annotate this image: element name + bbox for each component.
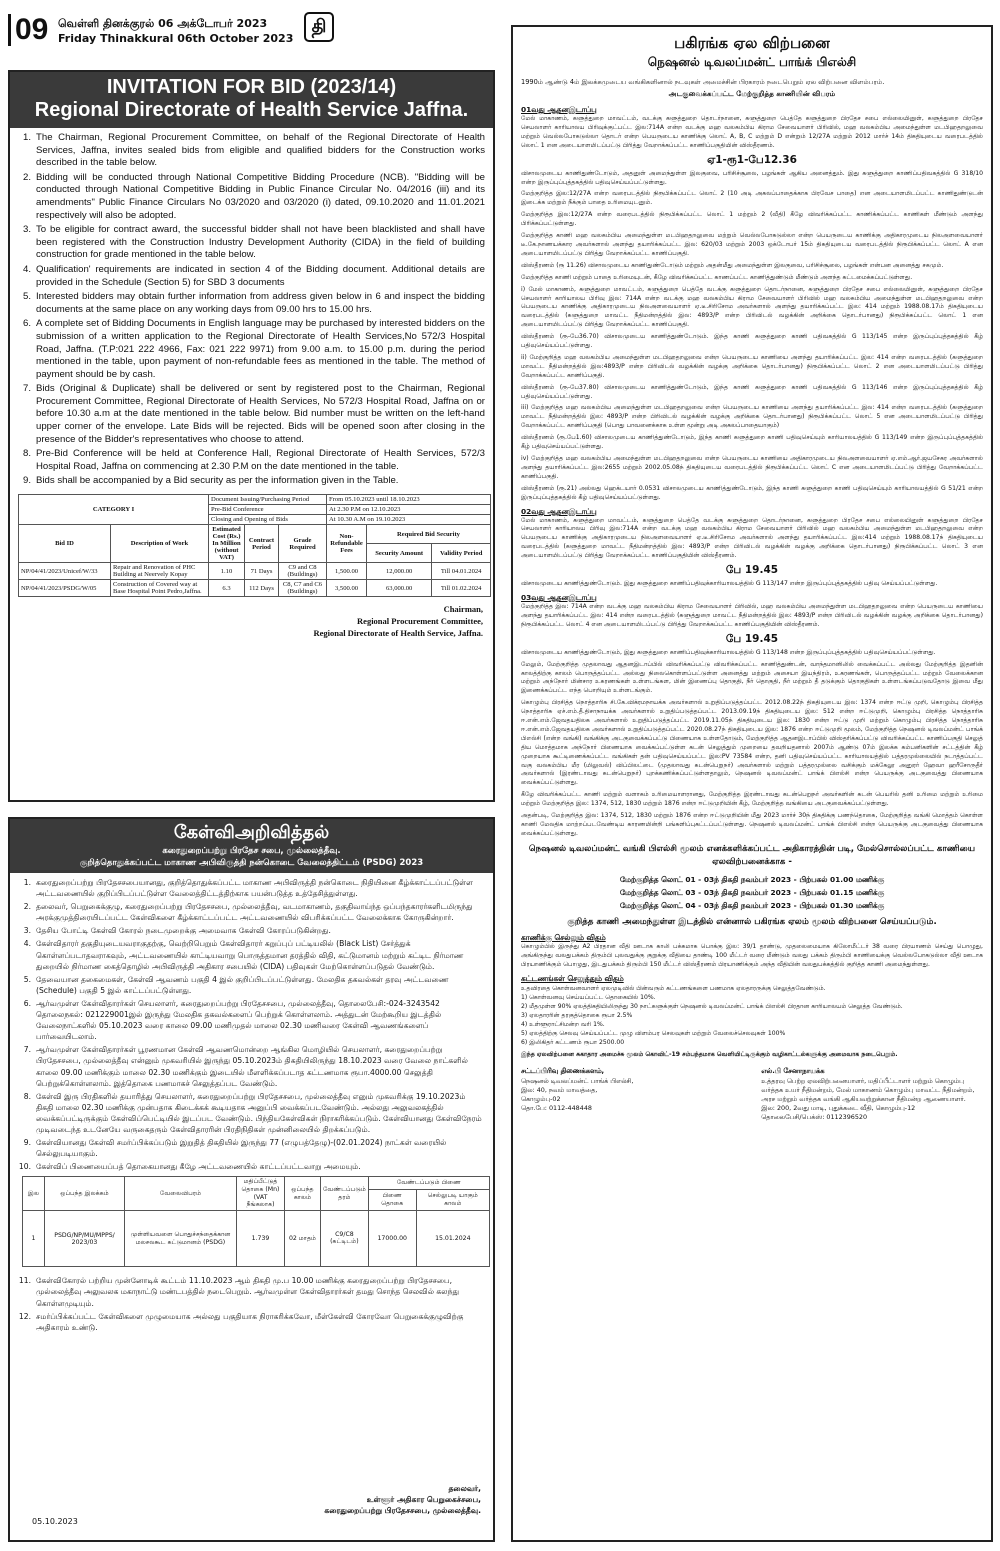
list-item: 7. Bids (Original & Duplicate) shall be delivered or sent by registered post to the Chairman, Regional Procurement Committee, Regional Directorate of Health Services, No 572/3 Hospital Road, Jaffna on or before 10.30 a.m at the date mentioned in the table below. Bid number must be written on the left-hand upper corner of the envelope. Late Bids will be rejected. Bids will be opened soon after closing in the presence of the Bidder's representatives who choose to attend. bbox=[22, 383, 485, 445]
auction-subtitle: நெஷனல் டிவலப்மன்ட் பாங்க் பிஎல்சி bbox=[647, 55, 857, 69]
contact-auctioneer: எல்.பி சேனாநாயக்க உத்தரவு பெற்ற ஏலவிற்பனையாளர், மதிப்பீட்டாளர் மற்றும் கொழும்பு வர்த்தக உயர் நீதிமன்றம், மேல் மாகாணம் கொழும்பு மாவட்ட நீதிமன்றம், அரச மற்றும் வர்த்தக வங்கி ஆகியவற்றுக்கான நீதிமன்ற ஆணையாளர். இல: 200, 2வது மாடி, புதுக்கடை வீதி, கொழும்பு-12 தொலைபேசி/பெக்ஸ்: 0112396520 bbox=[761, 1067, 975, 1122]
bid-subtitle: Regional Directorate of Health Service Jaffna. bbox=[34, 99, 469, 121]
list-item: 2) மீதமுள்ள 90% ஏலத்திகதியிலிருந்து 30 நாட்களுக்குள் நெஷனல் டிவலப்மன்ட் பாங்க் பிஎல்சி பிரதான காரியாலயம் செலுத்த வேண்டும். bbox=[521, 1002, 903, 1010]
masthead-dates bbox=[58, 16, 293, 46]
auction-section-3: 03வது ஆதனஇடாப்பு bbox=[521, 592, 597, 602]
list-item: 4) உள்ளூராட்சிமன்ற வரி 1%. bbox=[521, 1020, 605, 1028]
masthead bbox=[8, 8, 500, 52]
list-item: 10. கேள்விப் பிணையைப்பத் தொகையானது கீழே அட்டவணையில் காட்டப்பட்டவாறு அமையும். bbox=[18, 1162, 361, 1172]
list-item: 6. ஆர்வமுள்ள கேள்விதாரர்கள் செயலாளர், கரைதுறைப்பற்று பிரதேசசபை, முல்லைத்தீவு, தொலைபேசி:-024-3243542 தொலைநகல்: 021229001இல் இருந்து மேலதிக தகவல்களைப் பெற்றுக் கொள்ளலாம். அத்துடன் மேற்கூறிய இடத்தில் வேலைநாட்களில் 05.10.2023 வரை காலை 09.00 மணிமுதல் மாலை 02.30 மணிவரை கேள்வி ஆவணங்களைப் பார்வையிடலாம். bbox=[23, 998, 442, 1042]
auction-payment-list: உதவிரதை கொள்வனவாளர் ஏலமுடிவில் பின்வரும் கட்டணங்களை பணமாக ஏலதாரருக்கு செலுத்தவேண்டும். 1) கொள்வனவு செய்யப்பட்ட தொகையில் 10%. 2) மீதமுள்ள 90% ஏலத்திகதியிலிருந்து 30 நாட்களுக்குள் நெஷனல் டிவலப்மன்ட் பாங்க் பிஎல்சி பிரதான காரியாலயம் செலுத்த வேண்டும். 3) ஏலதாரரின் தரகுத்தொகை ரூபா 2.5% 4) உள்ளூராட்சிமன்ற வரி 1%. 5) ஏலத்திற்கு செலவு செய்யப்பட்ட முழு விளம்பர செலவுகள் மற்றும் வேலைச்செலவுகள் 100% 6) இலிகிதர் கட்டணம் ரூபா 2500.00 bbox=[521, 984, 983, 1047]
auction-location-note: குறித்த காணி அமைந்துள்ள இடத்தில் என்னால் பகிரங்க ஏலம் மூலம் விற்பனை செய்யப்படும். bbox=[567, 916, 937, 927]
newspaper-logo-icon: தி bbox=[304, 12, 334, 42]
list-item: 6) இலிகிதர் கட்டணம் ரூபா 2500.00 bbox=[521, 1038, 625, 1046]
list-item: 6. A complete set of Bidding Documents in English language may be purchased by interested bidders on the submission of a written application to the Regional Directorate of Health Services,No 572/3 Hospital Road, Jaffna. (T.P:021 222 4966, Fax: 021 222 9971) from 9.00 a.m. to 15.00 p.m. during the period mentioned in the table, upon payment of non-refundable fees as mentioned in the table. The method of payment should be by cash. bbox=[22, 318, 485, 380]
tender-table: இல ஒப்பந்த இலக்கம் வேலைவிபரம் மதிப்பீட்டுத் தொகை (Mn) (VAT நீங்கலாக) ஒப்பந்த காலம் வேண்டப்படும் தரம் வேண்டப்படும் பிணை பிணை தொகை செல்லுபடி யாகும் காலம் 1 PSDG/NP/MU/MPPS/ 2023/03 முள்ளியவளை பொதுச்சந்தைக்கான மலசலகூட கட்டுமானம் (PSDG) 1.739 02 மாதம் C9/C8 (கட்டிடம்) 17000.00 15.01.2024 bbox=[22, 1176, 490, 1267]
masthead-english-date: Friday Thinakkural 06th October 2023 bbox=[58, 32, 294, 45]
list-item: 8. கேள்வி இரு பிரதிகளில் தயாரித்து செயலாளர், கரைதுறைப்பற்று பிரதேசசபை, முல்லைத்தீவு எனும் முகவரிக்கு 19.10.2023ம் திகதி மாலை 02.30 மணிக்கு முன்பதாக கிடைக்கக் கூடியதாக அனுப்பி வைக்கப்படவேண்டும். அல்லது அலுவலகத்தில் வைக்கப்பட்டிருக்கும் கேள்விப்பெட்டியில் இடப்பட வேண்டும். பிந்தியகேள்விகள் நிராகரிக்கப்படும். கேள்வியானது கேள்விநேரம் முடிவடைந்த உடனேயே வருகைதரும் கேள்விதாரரின் பிரதிநிதிகள் முன்னிலையில் திறக்கப்படும். bbox=[23, 1091, 482, 1134]
list-item: 12. சமர்ப்பிக்கப்பட்ட கேள்விகளை முழுமையாக அல்லது பகுதியாக நிராகரிக்கவோ, மீள்கேள்வி கோரவோ பெறுகைக்குழுவிற்கு அதிகாரம் உண்டு. bbox=[18, 1311, 464, 1332]
list-item: 9. கேள்வியானது கேள்வி சமர்ப்பிக்கப்படும் இறுதித் திகதியில் இருந்து 77 (எழுபத்தேழு)-(02.01.2024) நாட்கள் வரையில் செல்லுபடியாகும். bbox=[23, 1138, 447, 1159]
table-row: NP/04/41/2023/Unicef/W/33 Repair and Renovation of PHC Building at Neervely Kopay 1.10 71 Days C9 and C8 (Buildings) 1,500.00 12,000.00 Till 04.01.2024 bbox=[19, 563, 491, 580]
auction-lot-extent: ஏ1-ரூ1-பே12.36 bbox=[707, 153, 797, 166]
tender-subtitle-2: குறித்தொதுக்கப்பட்ட மாகாண அபிவிருத்தி நன்கொடை வேலைத்திட்டம் (PSDG) 2023 bbox=[79, 858, 424, 868]
bid-category: CATEGORY I bbox=[19, 495, 209, 525]
list-item: 7. ஆர்வமுள்ள கேள்விதாரர்கள் பூரணமான கேள்வி ஆவணமொன்றை ஆங்கில மொழியில் செயலாளர், கரைதுறைப்பற்று பிரதேசசபை, முல்லைத்தீவு என்னும் முகவரியில் இருந்து 05.10.2023ம் திகதியிலிருந்து 18.10.2023 வரை வேலை நாட்களில் காலை 09.00 மணிக்கும் மாலை 02.30 மணிக்கும் இடையில் மீளளிக்கப்படாத கட்டணமாக ரூபா.4000.00 செலுத்தி பெற்றுக்கொள்ளலாம். இத்தொகை பணமாகச் செலுத்தப்பட வேண்டும். bbox=[23, 1045, 468, 1088]
list-item: 4. Qualification' requirements are indicated in section 4 of the Bidding document. Additional details are provided in the Schedule (Section 5) for SBD 3 documents bbox=[22, 263, 485, 288]
auction-title: பகிரங்க ஏல விற்பனை bbox=[674, 34, 830, 52]
tender-date: 05.10.2023 bbox=[32, 1517, 78, 1526]
list-item: 2. Bidding will be conducted through National Competitive Bidding Procedure (NCB). "Bidding will be conducted through National Competitive Bidding in Public Finance Circular No. 04/2016 (iii) and its amendments" Public Finance Circulars No 03/2020 and 03/2020 (i) dated, 09.10.2020 and 11.01.2021 respectively will also be adopted. bbox=[22, 171, 485, 221]
masthead-tamil-date: வெள்ளி தினக்குரல் 06 அக்டோபர் 2023 bbox=[58, 17, 268, 30]
list-item: 11. கேள்விகோரல் பற்றிய முன்னோடிக் கூட்டம் 11.10.2023 ஆம் திகதி மு.ப 10.00 மணிக்கு கரைதுறைப்பற்று பிரதேசசபை, முல்லைத்தீவு அலுவலக மகாநாட்டு மண்டபத்தில் நடைபெறும். ஆர்வமுள்ள கேள்விதாரர்கள் தமது சொந்த செலவில் கலந்து கொள்ளமுடியும். bbox=[18, 1276, 460, 1308]
list-item: 5. Interested bidders may obtain further information from address given below in 6 and inspect the bidding documents at the same place on any working days from 09.00 hrs to 15.00 hrs. bbox=[22, 291, 485, 315]
list-item: 2. தலைவர், பெறுகைக்குழு, கரைதுறைப்பற்று பிரதேசசபை, முல்லைத்தீவு, வடமாகாணம், தகுதிவாய்ந்த ஒப்பந்தகாரர்களிடமிருந்து அரக்குமுத்திரையிடப்பட்ட கேள்விகளை கீழ்க்காட்டப்பட்ட அட்டவணையில் விபரிக்கப்பட்ட வேலைக்காக கோருகின்றார். bbox=[23, 902, 473, 923]
auction-section-2: 02வது ஆதனஇடாப்பு bbox=[521, 506, 597, 516]
auction-authority: நெஷனல் டிவலப்மன்ட் வங்கி பிஎல்சி மூலம் எனக்களிக்கப்பட்ட அதிகாரத்தின் படி, மேல்சொல்லப்பட்ட காணியை ஏலவிற்பனைக்காக - bbox=[528, 843, 976, 867]
list-item: 3. தேசிய போட்டி கேள்வி கோரல் நடைமுறைக்கு அமைவாக கேள்வி கோரப்படுகின்றது. bbox=[23, 926, 331, 936]
bid-table: CATEGORY I Document Issuing/Purchasing Period From 05.10.2023 until 18.10.2023 Pre-Bid Conference At 2.30 P.M on 12.10.2023 Closing and Opening of Bids At 10.30 A.M on 19.10.2023 Bid ID Description of Work Estimated Cost (Rs.) In Million (without VAT) Contract Period Grade Required Non-Refundable Fees Required Bid Security Security Amount Validity Period NP/04/41/2023/Unicef/W/33 Repair and Renovation of PHC Building at Neervely Kopay 1.10 71 Days C9 and C8 (Buildings) 1,500.00 12,000.00 Till 04.01.2024 NP/04/41/2023/PSDG/W/05 Construction of Covered way at Base Hospital Point Pedro,Jaffna. 6.3 112 Days C8, C7 and C6 (Buildings) 3,500.00 63,000.00 Till 01.02.2024 bbox=[18, 494, 491, 597]
list-item: 5. தேவையான தகைமைகள், கேள்வி ஆவணம் பகுதி 4 இல் குறிப்பிடப்பட்டுள்ளது. மேலதிக தகவல்கள் தரவு அட்டவணை (Schedule) பகுதி 5 இல் காட்டப்பட்டுள்ளது. bbox=[23, 974, 449, 995]
page-number: 09 bbox=[8, 14, 48, 46]
list-item: 3) ஏலதாரரின் தரகுத்தொகை ரூபா 2.5% bbox=[521, 1011, 633, 1019]
bid-notice bbox=[8, 70, 495, 802]
bid-header bbox=[10, 72, 493, 128]
list-item: 1) கொள்வனவு செய்யப்பட்ட தொகையில் 10%. bbox=[521, 993, 656, 1001]
auction-payment-heading: கட்டணங்கள் செலுத்தும் விதம் bbox=[521, 973, 624, 983]
tender-notice bbox=[8, 817, 495, 1542]
list-item: 1. கரைதுறைப்பற்று பிரதேசசபையானது, குறித்தொதுக்கப்பட்ட மாகாண அபிவிருத்தி நன்கொடை நிதியினை கீழ்க்காட்டப்பட்டுள்ள அட்டவணையில் குறிப்பிடப்பட்டுள்ள வேலைத்திட்டத்திற்காக பயன்படுத்த உத்தேசித்துள்ளது. bbox=[23, 878, 473, 899]
list-item: 5) ஏலத்திற்கு செலவு செய்யப்பட்ட முழு விளம்பர செலவுகள் மற்றும் வேலைச்செலவுகள் 100% bbox=[521, 1029, 786, 1037]
auction-contacts bbox=[521, 1067, 983, 1122]
auction-covid-note: இந்த ஏலவிற்பனை சுகாதார அமைச்சு மூலம் கொவிட்-19 சம்பந்தமாக வெளியிட்டிருக்கும் வழிகாட்டல்களுக்கு அமைவாக நடைபெறும். bbox=[521, 1050, 898, 1058]
auction-section-1: 01வது ஆதனஇடாப்பு bbox=[521, 105, 597, 114]
auction-notice: பகிரங்க ஏல விற்பனை நெஷனல் டிவலப்மன்ட் பாங்க் பிஎல்சி 1990ம் ஆண்டு 4ம் இலக்கமுடைய வங்கிகளினால் நடவுகள் அமைச்சின் பிரகாரம் நடைபெறும் ஏல விற்பனை விளம்பரம். அடகுவைக்கப்பட்ட மேற்குறித்த காணியின் விபரம் 01வது ஆதனஇடாப்பு மேல் மாகாணம், களுத்துறை மாவட்டம், வடக்கு களுத்துறை தொடர்நானை, களுத்துறை பெத்தே களுத்துறை பிரதேச சபை எல்லையினுள், களுத்துறை பிரதேச செயலாளர் காரியாலய பிரிவுக்குட்பட்ட இல:714A என்ற வடக்கு மஹ வலகம்பிய கிராம சேவையாளர் பிரிவில், மஹ வலகம்பிய அமைந்துள்ள மடபிஹதறலுவை மற்றும் வெல்லபோகடுல்லா தொடர் என்ற பெயருடைய காணிக்கு லொட் A, B, C மற்றும் D என்றும் 12/27A மற்றும் 2012 மார்ச் 14ம் திகதியுடைய வரைபடத்தில் லொட் 1 என அடையாளமிடப்பட்டு பிரித்து வேறாக்கப்பட்ட காணிப்பகுதியின் விஸ்தீரணம். ஏ1-ரூ1-பே12.36 விசாலமுடைய காணிதுண்டோடும், அதனுள் அமைந்துள்ள இலகுவை, பரிசிச்சூலை, பழங்கள் ஆகிய அனைத்தும். இது களுத்துறை காணிப்பதிவகத்தில் G 318/10 என்ற இருப்புப்புத்தகத்தில் பதிவுசெய்யப்பட்டுள்ளது. மேற்குறித்த இல:12/27A என்ற வரைபடத்தில் நிரூபிக்கப்பட்ட லொட் 2 (10 அடி அகலப்பாதைக்காக பிரவேச பாதை) என அடையாளமிடப்பட்ட காணிதுண்டுடன் இடைக்க மற்றும் நீக்கும் பாதை உரிமையுடனும். மேற்குறித்த இல:12/27A என்ற வரைபடத்தில் நிரூபிக்கப்பட்ட லொட் 1 மற்றும் 2 (வீதி) கீழே விவரிக்கப்பட்ட காணிக்கப்பட்ட காணிகள் மீண்டும் அளந்து பிரிக்கப்பட்டுள்ளது. மேற்குறித்த காணி மஹ வலகம்பிய அமைந்துள்ள மடபிஹதறலுவை மற்றும் வெல்லபோகடுல்லா என்ற பெயருடைய காணிக்கு அதிகாரமுடைய நிலஅளவையாளர் டீ.கே.நாணயக்கார அவர்களால் அளந்து தயாரிக்கப்பட்ட இல: 620/03 மற்றும் 2003 ஒக்டோபர் 15ம் திகதியுடைய வரைபடத்தில் நிரூபிக்கப்பட்ட லொட் A என அடையாளமிடப்பட்டு பிரித்து வேறாக்கப்பட்ட காணிப்பகுதி. விஸ்தீரணம் (ரூ 11.26) விசாலமுடைய காணிதுண்டோடும் மற்றும் அதன்மீது அமைந்துள்ள இலகுவை, பரிசிச்சூலை, பழங்கள் என்பன அனைத்து சகமும். மேற்குறித்த காணி மற்றும் பாதை உரிமையுடன், கீழே விவரிக்கப்பட்ட காணப்பட்ட காணித்துண்டும் மீண்டும் அளந்த கட்டமைக்கப்பட்டுள்ளது. i) மேல் மாகாணம், களுத்துறை மாவட்டம், களுத்துறை பெத்தே வடக்கு களுத்துறை தொடர்நானை, களுத்துறை பிரதேச சபை எல்லையினுள், களுத்துறை பிரதேச செயலாளர் காரியாலய பிரிவு இல: 714A என்ற வடக்கு மஹ வலகம்பிய கிராம சேவையாளர் பிரிவில் மஹ வலகம்பிய அமைந்துள்ள மடபிஹதறலுவை என்ற பெயருடைய காணிக்கு அதிகாரமுடைய நிலஅளவையாளர் ஏ.டீ.சிரிசோம அவர்களால் அளந்து தயாரிக்கப்பட்ட இல: 414 மற்றும் 1988.08.17ம் திகதியுடைய வரைபடத்தில் (களுத்துறை மாவட்ட நீதிமன்றத்தில் இல: 4893/P என்ற பிரிவிடல் வழக்கின் அறிக்கை தொடர்பானது) நிரூபிக்கப்பட்ட லொட் 1 என அடையாளமிடப்பட்டு பிரித்து வேறாக்கப்பட்ட காணிப்பகுதி. விஸ்தீரணம் (ரூ-பே36.70) விசாலமுடைய காணித்துண்டோடும். இந்த காணி களுத்துறை காணி பதிவகத்தில் G 113/145 என்ற இருப்புப்புத்தகத்தில் கீழ் பதிவுசெய்யப்பட்டுள்ளது. ii) மேற்குறித்த மஹ வலகம்பிய அமைந்துள்ள மடபிஹதறலுவை என்ற பெயருடைய காணியை அளந்து தயாரிக்கப்பட்ட இல: 414 என்ற வரைபடத்தில் (களுத்துறை மாவட்ட நீதிமன்றத்தில் இல:4893/P என்ற பிரிவிடல் வழக்கின் வழக்கு அறிக்கை தொடர்பானது) நிரூபிக்கப்பட்ட லொட் 2 என அடையாளமிடப்பட்டு பிரித்து வேறாக்கப்பட்ட காணிப்பகுதி. விஸ்தீரணம் (ரூ-பே37.80) விசாலமுடைய காணித்துண்டோடும், இந்த காணி களுத்துறை காணி பதிவகத்தில் G 113/146 என்ற இருப்புப்புத்தகத்தில் கீழ் பதிவுசெய்யப்பட்டுள்ளது. iii) மேற்குறித்த மஹ வலகம்பிய அமைந்துள்ள மடபிஹதறலுவை என்ற பெயருடைய காணியை அளந்து தயாரிக்கப்பட்ட இல: 414 என்ற வரைபடத்தில் (களுத்துறை மாவட்ட நீதிமன்றத்தில் இல: 4893/P என்ற பிரிவிடல் வழக்கின் வழக்கு அறிக்கை தொடர்பானது) நிரூபிக்கப்பட்ட லொட் 5 என அடையாளமிடப்பட்டு பிரித்து வேறாக்கப்பட்ட காணிப்பகுதி (பொது பாவனைக்காக உள்ள மூன்று அடி அகலப்பாதையாகும்) விஸ்தீரணம் (ரூ.பே1.60) விசாலமுடைய காணித்துண்டோடும், இந்த காணி களுத்துறை காணி பதிவுசெய்யும் காரியாலயத்தில் G 113/149 என்ற இருப்புப்புத்தகத்தில் கீழ் பதிவுசெய்யப்பட்டுள்ளது. iv) மேற்குறித்த மஹ வலகம்பிய அமைந்துள்ள மடபிஹதறலுவை என்ற பெயருடைய காணியை அதிகாரமுடைய நிலஅளவையாளர் ஏ.எம்.ஆர்.ஜயசேகர அவர்களால் அளந்து தயாரிக்கப்பட்ட இல:2655 மற்றும் 2002.05.08ந் திகதியுடைய வரைபடத்தில் நிரூபிக்கப்பட்ட லொட் C என அடையாளமிடப்பட்டு பிரித்து வேறாக்கப்பட்ட காணிப்பகுதி. விஸ்தீரணம் (ரூ.21) அல்லது ஹெக்டயார் 0.0531 விசாலமுடைய காணித்துண்டோடும், இந்த காணி களுத்துறை காணி பதிவுசெய்யும் காரியாலயத்தில் G 51/21 என்ற இருப்புப்புத்தகத்தில் கீழ் பதிவுசெய்யப்பட்டுள்ளது. 02வது ஆதனஇடாப்பு மேல் மாகாணம், களுத்துறை மாவட்டம், களுத்துறை பெத்தே வடக்கு களுத்துறை தொடர்நானை, களுத்துறை பிரதேச சபை எல்லையினுள் களுத்துறை பிரதேச செயலாளர் காரியாலய பிரிவு இல:714A என்ற வடக்கு மஹ வலகம்பிய கிராம சேவையாளர் பிரிவில் மஹ வலகம்பிய அமைந்துள்ள மடபிஹதறலுவை என்ற பெயருடைய காணிக்கு அதிகாரமுடைய நிலஅளவையாளர் ஏ.டீ.சிரிசோம அவர்களால் அளந்து தயாரிக்கப்பட்ட இல:414 மற்றும் 1988.08.17ந் திகதியுடைய வரைபடத்தில் (களுத்துறை மாவட்ட நீதிமன்றத்தில் இல: 4893/P என்ற பிரிவிடல் வழக்கின் வழக்கு அறிக்கை தொடர்பானது) நிரூபிக்கப்பட்ட லொட் 3 என அடையாளமிடப்பட்டு பிரித்து வேறாக்கப்பட்ட காணிப்பகுதியின் விஸ்தீரணம். பே 19.45 விசாலமுடைய காணித்துண்டோடும். இது களுத்துறை காணிப்பதிவுக்காரியாலயத்தில் G 113/147 என்ற இருப்புப்புத்தகத்தில் பதிவு செய்யப்பட்டுள்ளது. 03வது ஆதனஇடாப்பு மேற்குறித்த இல: 714A என்ற வடக்கு மஹ வலகம்பிய கிராம சேவையாளர் பிரிவில், மஹ வலகம்பிய அமைந்துள்ள மடபிஹதறலுவை என்ற பெயருடைய காணியை அளந்து தயாரிக்கப்பட்ட இல: 414 என்ற வரைபடத்தில் (களுத்துறை மாவட்ட நீதிமன்றத்தில் இல: 4893/P என்ற பிரிவிடல் வழக்கின் வழக்கு அறிக்கை தொடர்பானது) நிரூபிக்கப்பட்ட லொட் 4 என அடையாளமிடப்பட்டு பிரித்து வேறாக்கப்பட்ட காணிப்பகுதியின் விஸ்தீரணம். பே 19.45 விசாலமுடைய காணித்துண்டோடும், இது களுத்துறை காணிப்பதிவுக்காரியாலயத்தில் G 113/148 என்ற இருப்புப்புத்தகத்தில் பதிவுசெய்யப்பட்டுள்ளது. மேலும், மேற்குறித்த முதலாவது ஆதனஇடாப்பில் விவரிக்கப்பட்டு விவரிக்கப்பட்ட காணித்துண்டன், வாந்தமானிலில் வைக்கப்பட்ட அல்லது மேற்குறித்த இதனின் காலத்திற்கு காலம் பொருத்தப்பட்ட அல்லது நிலைகொள்ளப்பட்டுள்ள அனைத்து மற்றும் அசையா இயந்திரம், உகரணங்கள், பொருத்தப்பட்ட மற்றும் வேலைக்கான மற்றும் அந்நோர் மின்சார உகரணங்கள் உள்ளடங்கள, மின் இணைப்பு தொகுதி, நீர் தொகுதி, நீர் மற்றும் தீ தடுக்கும் தொகுதிகள் உள்ளடங்கப்படுவதோடு இவை மீது இணைக்கப்பட்ட எந்த பொறியும் உள்ளடங்கும். கொழும்பு பிரசித்த நொத்தாரிசு சி.கே.விக்ரமநாயக்க அவர்களால் உறுதிப்படுத்தப்பட்ட 2012.08.22ந் திகதியுடைய இல: 1374 என்ற ஈட்டு முறி, கொழும்பு பிரசித்த நொத்தாரிசு ஏச்.எம்.தீ.திசாநாயக்க அவர்களால் உறுதிப்படுத்தப்பட்ட 2013.09.19ந் திகதியுடைய இல: 512 என்ற ஈட்டுமுறி, கொழும்பு பிரசித்த நொத்தாரிசு ஈ.என்.எம்.ஜேவதயதிலக அவர்களால் உறுதிப்படுத்தப்பட்ட 2019.11.05ந் திகதியுடைய இல: 1830 என்ற ஈட்டு முறி மற்றும் கொழும்பு பிரசித்த நொத்தாரிசு ஈ.என்.எம்.ஜேவதயதிலக அவர்களால் உறுதிப்படுத்தப்பட்ட 2020.08.27ந் திகதியுடைய இல: 1876 என்ற ஈட்டுமுறி மூலம், மேற்குறித்த நெஷனல் டிவலப்மன்ட் பாங்க் பிஎல்சி (என்ற வங்கி) வங்கிக்கு அடகுவைக்கப்பட்டு பிணையாக உள்ளதோடும், மேற்குறித்த ஆதனஇடாப்பில் விஸ்தரிக்கப்பட்டு விவரிக்கப்பட்ட காணிப்பகுதி செலுத் திய மொத்தமாக அந்நோர் பிணையாக வைக்கப்பட்டுள்ள கடன் செலுத்தும் முறையை தவறியதனால் 2007ம் ஆண்டு 07ம் இலக்க கம்பனிகளின் சட்டத்தின் கீழ் முறையாக கூட்டிணைக்கப்பட்ட வங்கிகள் தன் பதிவுசெய்யப்பட்ட இல:PV 73584 என்ற, தனி பதிவுசெய்யப்பட்ட காரியாலயத்தில் பத்தரமுல்லையில் நடாத்தப்பட்ட வகு வலகம்பிய மீர (மிலுவல்) விப்பிலட்டை (முதலாவது கடன்பெறுநர்) அவர்களால் மற்றும் பத்தரமுல்லை வசிக்கும் மக்கேலூ அனுரர் ஹேவா ஹரீசோருதீர் அவர்களால் (இரண்டாவது கடன்பெறுநர்) புறக்கணிக்கப்பட்டுள்ளதாலும், நெஷனல் டிவலப்மன்ட் பாங்க் பிஎல்சி என்ற பெயருக்கு அடகுவைத்து பிணையாக வைக்கப்பட்டுள்ளது. கீழே விவரிக்கப்பட்ட காணி மற்றும் வளாகம் உரிமையாளரானது, மேற்குறித்த இரண்டாவது கடன்பெறுநர் அவர்களின் கடன் பெயரில் தனி உரிமை மற்றும் உரிமை மற்றும் மேற்குறித்த இல: 1374, 512, 1830 மற்றும் 1876 என்ற ஈட்டுமுறியின் கீழ், மேற்குறித்த வங்கியை அடகுவைக்கப்பட்டுள்ளது. அதன்படி, மேற்குறித்த இல: 1374, 512, 1830 மற்றும் 1876 என்ற ஈட்டுமுறியின் மீது 2023 மார்ச் 30ந் திகதிக்கு பணந்தொகை, மேற்குறித்த வங்கி மொத்தம் கொள்ள காணி மேலதிக மாற்றப்படவேண்டிய காரணமின்றி பங்களிப்புகட்டப்பட்டுள்ளது. நெஷனல் டிவலப்மன்ட் பாங்க் பிஎல்சி என்ற பெயருக்கு அடகுவைத்து பிணையாக வைக்கப்பட்டுள்ளது. நெஷனல் டிவலப்மன்ட் வங்கி பிஎல்சி மூலம் எனக்களிக்கப்பட்ட அதிகாரத்தின் படி, மேல்சொல்லப்பட்ட காணியை ஏலவிற்பனைக்காக - மேற்குறித்த லொட் 01 - 03ந் திகதி நவம்பர் 2023 - பிற்பகல் 01.00 மணிக்கு மேற்குறித்த லொட் 03 - 03ந் திகதி நவம்பர் 2023 - பிற்பகல் 01.15 மணிக்கு மேற்குறித்த லொட் 04 - 03ந் திகதி நவம்பர் 2023 - பிற்பகல் 01.30 மணிக்கு குறித்த காணி அமைந்துள்ள இடத்தில் என்னால் பகிரங்க ஏலம் மூலம் விற்பனை செய்யப்படும். காணிக்கு செல்லும் விதம் கொழும்பில் இருந்து A2 பிரதான வீதி ஊடாக காலி பக்கமாக பொக்கு இல: 39/1 தாண்டு, முதலைமையாக கிலோமீட்டர் 38 வரை பிரயாணம் செய்து பொழுது, அங்கிருந்து வலதுபக்கம் திரும்பி புலவதுக்கு குறுக்கு வீதியை தாண்டி 100 மீட்டர் வரை மீண்டும் வலது பக்கம் திரும்பி காணியைக்கு வெல்லபோகடுல்லா வீதி ஊடாக பிரயாணிக்கும் பொழுது, இடதுபக்கம் திரும்பி 150 மீட்டர் விஸ்தீரணம் பிரயாணிக்கும் அந்த வீதியின் வலதுபக்கத்தில் குறித்த காணி அமைந்துள்ளது. கட்டணங்கள் செலுத்தும் விதம் உதவிரதை கொள்வனவாளர் ஏலமுடிவில் பின்வரும் கட்டணங்களை பணமாக ஏலதாரருக்கு செலுத்தவேண்டும். 1) கொள்வனவு செய்யப்பட்ட தொகையில் 10%. 2) மீதமுள்ள 90% ஏலத்திகதியிலிருந்து 30 நாட்களுக்குள் நெஷனல் டிவலப்மன்ட் பாங்க் பிஎல்சி பிரதான காரியாலயம் செலுத்த வேண்டும். 3) ஏலதாரரின் தரகுத்தொகை ரூபா 2.5% 4) உள்ளூராட்சிமன்ற வரி 1%. 5) ஏலத்திற்கு செலவு செய்யப்பட்ட முழு விளம்பர செலவுகள் மற்றும் வேலைச்செலவுகள் 100% 6) இலிகிதர் கட்டணம் ரூபா 2500.00 இந்த ஏலவிற்பனை சுகாதார அமைச்சு மூலம் கொவிட்-19 சம்பந்தமாக வெளியிட்டிருக்கும் வழிகாட்டல்களுக்கு அமைவாக நடைபெறும். சட்டப்பிரிவு திணைக்களம், நெஷனல் டிவலப்மன்ட் பாங்க் பிஎல்சி, இல: 40, நவம் மாவத்தை, கொழும்பு-02 தொ.பே: 0112-448448 எல்.பி சேனாநாயக்க உத்தரவு பெற்ற ஏலவிற்பனையாளர், மதிப்பீட்டாளர் மற்றும் கொழும்பு வர்த்தக உயர் நீதிமன்றம், மேல் மாகாணம் கொழும்பு மாவட்ட நீதிமன்றம், அரச மற்றும் வர்த்தக வங்கி ஆகியவற்றுக்கான நீதிமன்ற ஆணையாளர். இல: 200, 2வது மாடி, புதுக்கடை வீதி, கொழும்பு-12 தொலைபேசி/பெக்ஸ்: 0112396520 bbox=[511, 25, 993, 1542]
auction-lot-extent: பே 19.45 bbox=[725, 632, 779, 645]
list-item: 9. Bids shall be accompanied by a Bid security as per the information given in the Table. bbox=[22, 475, 399, 487]
auction-intro-heading: அடகுவைக்கப்பட்ட மேற்குறித்த காணியின் விபரம் bbox=[668, 89, 836, 98]
list-item: 1. The Chairman, Regional Procurement Committee, on behalf of the Regional Directorate of Health Services, Jaffna, invites sealed bids from eligible and qualified bidders for the Construction works described in the table below. bbox=[22, 132, 485, 169]
auction-access-heading: காணிக்கு செல்லும் விதம் bbox=[521, 932, 606, 942]
tender-items bbox=[10, 873, 493, 1172]
auction-lot-extent: பே 19.45 bbox=[725, 564, 779, 577]
list-item: 4. கேள்விதாரர் தகுதியுடையவராகுதற்கு, வெற்றிபெறும் கேள்விதாரர் கறுப்புப் பட்டியலில் (Black List) சேர்த்துக் கொள்ளப்படாதவராகவும், அட்டவணையில் காட்டியவாறு பொருத்தமான தரத்தில் விதி, கட்டுமானம் மற்றும் கட்டிட நிர்மாண துறையில் நிர்மாண கைத்தொழில் அபிவிருத்தி அதிகார சபையில் (CIDA) பதிவுகள் மேற்கொள்ளப்படுதல் வேண்டும். bbox=[23, 939, 464, 971]
tender-subtitle: கரைதுறைப்பற்று பிரதேச சபை, முல்லைத்தீவு. bbox=[162, 846, 341, 856]
table-row: 1 PSDG/NP/MU/MPPS/ 2023/03 முள்ளியவளை பொதுச்சந்தைக்கான மலசலகூட கட்டுமானம் (PSDG) 1.739 02 மாதம் C9/C8 (கட்டிடம்) 17000.00 15.01.2024 bbox=[23, 1211, 490, 1267]
list-item: 3. To be eligible for contract award, the successful bidder shall not have been blacklisted and shall have been registered with the Construction Industry Development Authority (CIDA) in the field of building construction for grade mentioned in the table below. bbox=[22, 224, 485, 261]
tender-header bbox=[10, 819, 493, 873]
auction-schedule: மேற்குறித்த லொட் 01 - 03ந் திகதி நவம்பர் 2023 - பிற்பகல் 01.00 மணிக்கு மேற்குறித்த லொட் 03 - 03ந் திகதி நவம்பர் 2023 - பிற்பகல் 01.15 மணிக்கு மேற்குறித்த லொட் 04 - 03ந் திகதி நவம்பர் 2023 - பிற்பகல் 01.30 மணிக்கு bbox=[619, 874, 885, 910]
contact-legal-dept: சட்டப்பிரிவு திணைக்களம், நெஷனல் டிவலப்மன்ட் பாங்க் பிஎல்சி, இல: 40, நவம் மாவத்தை, கொழும்பு-02 தொ.பே: 0112-448448 bbox=[521, 1067, 634, 1113]
table-row: NP/04/41/2023/PSDG/W/05 Construction of Covered way at Base Hospital Point Pedro,Jaffna. 6.3 112 Days C8, C7 and C6 (Buildings) 3,500.00 63,000.00 Till 01.02.2024 bbox=[19, 580, 491, 597]
tender-title: கேள்விஅறிவித்தல் bbox=[173, 822, 330, 843]
list-item: 8. Pre-Bid Conference will be held at Conference Hall, Regional Directorate of Health Services, 572/3 Hospital Road, Jaffna on commencing at 2.30 P.M on the date mentioned in the table. bbox=[22, 448, 485, 472]
bid-title: INVITATION FOR BID (2023/14) bbox=[106, 76, 397, 98]
tender-items-after bbox=[10, 1271, 493, 1332]
bid-signature: Chairman, Regional Procurement Committee, Regional Directorate of Health Service, Jaffna. bbox=[313, 604, 483, 639]
bid-items bbox=[10, 128, 493, 488]
tender-signature: தலைவர், உள்ளூர் அதிகார பெறுகைச்சபை, கரைதுறைப்பற்று பிரதேசசபை, முல்லைத்தீவு. bbox=[324, 1484, 481, 1515]
auction-intro: 1990ம் ஆண்டு 4ம் இலக்கமுடைய வங்கிகளினால் நடவுகள் அமைச்சின் பிரகாரம் நடைபெறும் ஏல விற்பனை விளம்பரம். bbox=[521, 78, 885, 86]
